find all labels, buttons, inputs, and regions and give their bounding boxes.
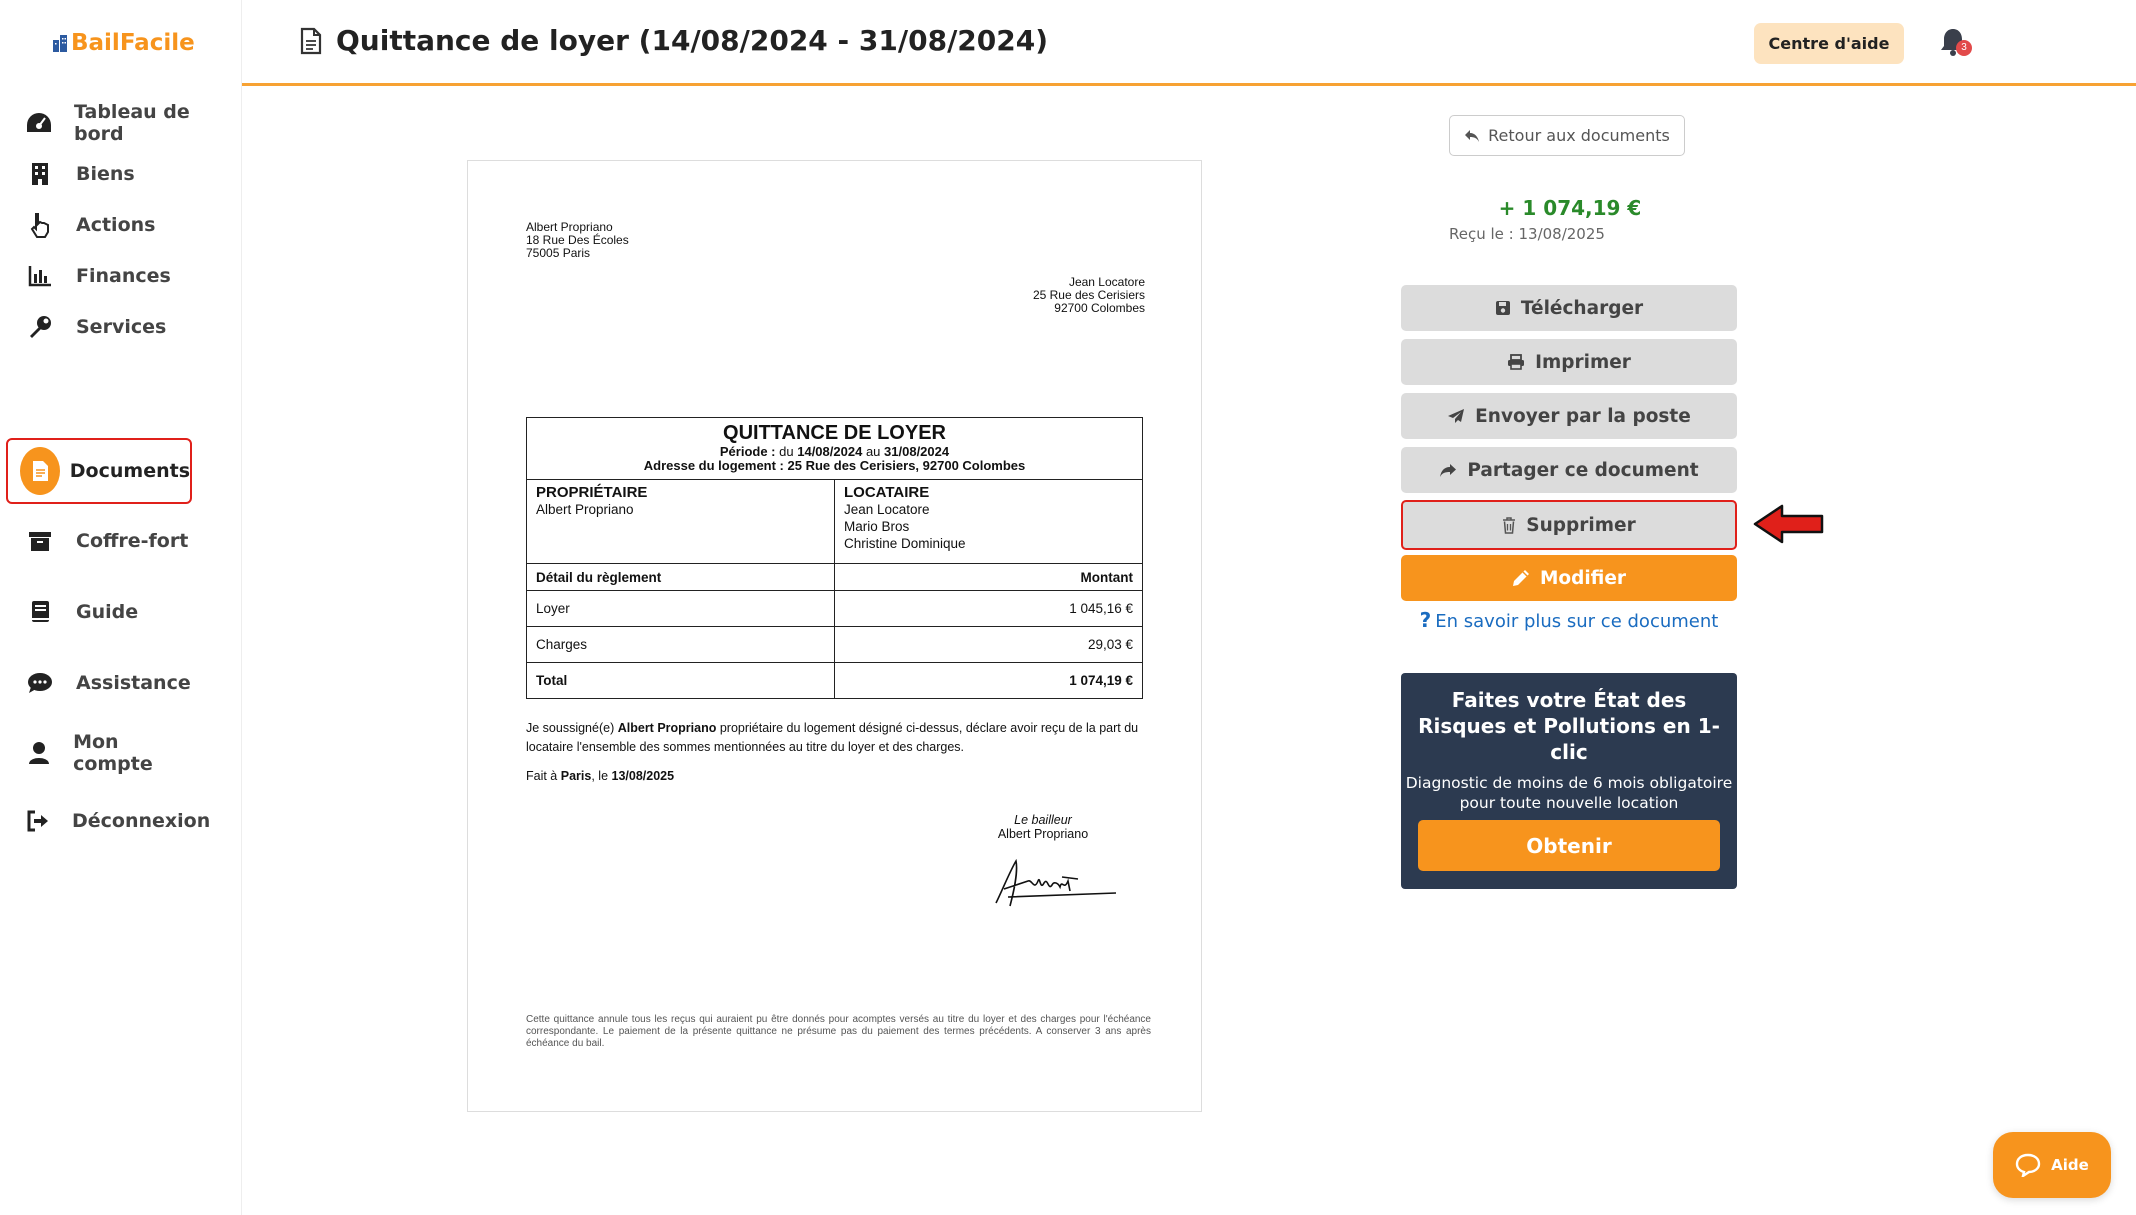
sender-address	[526, 221, 629, 260]
app-logo[interactable]	[52, 30, 195, 56]
back-to-documents-button[interactable]	[1449, 115, 1685, 156]
share-arrow-icon	[1439, 463, 1457, 478]
amount-header: Montant	[835, 564, 1143, 591]
sidebar	[0, 0, 242, 1215]
red-arrow-annotation-icon	[1752, 502, 1826, 546]
logout-icon	[26, 807, 50, 835]
share-label: Partager ce document	[1467, 459, 1699, 481]
dashboard-icon	[26, 109, 52, 137]
reply-arrow-icon	[1464, 129, 1480, 143]
row-amount: 1 045,16 €	[835, 591, 1143, 627]
sidebar-item-label: Finances	[76, 265, 171, 287]
print-button[interactable]	[1401, 339, 1737, 385]
download-button[interactable]	[1401, 285, 1737, 331]
document-icon	[300, 27, 322, 55]
receipt-title: QUITTANCE DE LOYER	[723, 422, 946, 444]
chat-bubble-icon	[26, 669, 54, 697]
page-title	[300, 24, 1048, 57]
user-icon	[26, 739, 51, 767]
document-icon	[20, 447, 60, 495]
sidebar-item-label: Guide	[76, 601, 139, 623]
signature-image	[988, 851, 1118, 911]
tenant-name: Mario Bros	[844, 519, 910, 534]
recipient-line: 25 Rue des Cerisiers	[1032, 288, 1145, 302]
recipient-address	[1033, 276, 1145, 315]
tenant-name: Christine Dominique	[844, 536, 966, 551]
send-by-mail-button[interactable]	[1401, 393, 1737, 439]
tenant-header: LOCATAIRE	[844, 484, 930, 501]
promo-card	[1401, 673, 1737, 889]
promo-text: Diagnostic de moins de 6 mois obligatoire pour toute nouvelle location	[1405, 774, 1733, 812]
back-label: Retour aux documents	[1488, 126, 1670, 145]
download-label: Télécharger	[1520, 297, 1644, 319]
trash-icon	[1502, 517, 1516, 534]
promo-title: Faites votre État des Risques et Pollutions en 1-clic	[1418, 688, 1720, 764]
share-document-button[interactable]	[1401, 447, 1737, 493]
sidebar-item-label: Services	[76, 316, 167, 338]
printer-icon	[1507, 354, 1525, 370]
save-icon	[1495, 300, 1511, 316]
sidebar-item-guide[interactable]	[6, 579, 191, 645]
receipt-period: Période : du 14/08/2024 au 31/08/2024	[719, 444, 950, 459]
receipt-statement: Je soussigné(e) Albert Propriano propriétaire du logement désigné ci-dessus, déclare avoir reçu de la part du locataire l'ensemble des sommes mentionnées au titre du loyer et des charges.	[526, 721, 1139, 754]
sidebar-item-services[interactable]	[6, 294, 191, 360]
bar-chart-icon	[26, 262, 54, 290]
notification-badge: 3	[1956, 40, 1972, 56]
learn-more-label: En savoir plus sur ce document	[1435, 611, 1719, 632]
sidebar-item-documents[interactable]	[6, 438, 192, 504]
sidebar-item-label: Biens	[76, 163, 135, 185]
sidebar-item-label: Déconnexion	[72, 810, 211, 832]
modify-label: Modifier	[1539, 567, 1627, 589]
tenant-name: Jean Locatore	[844, 502, 930, 517]
payment-amount: + 1 074,19 €	[1498, 196, 1642, 220]
receipt-address: Adresse du logement : 25 Rue des Cerisiers, 92700 Colombes	[643, 458, 1026, 473]
sidebar-item-label: Coffre-fort	[76, 530, 189, 552]
building-logo-icon	[52, 34, 68, 52]
table-row	[527, 591, 1143, 627]
pointer-hand-icon	[26, 211, 54, 239]
obtain-button[interactable]: Obtenir	[1418, 820, 1720, 871]
signature-role: Le bailleur	[1014, 813, 1072, 827]
paper-plane-icon	[1447, 408, 1465, 424]
app-name: BailFacile	[71, 30, 195, 56]
total-amount: 1 074,19 €	[835, 663, 1143, 699]
detail-header: Détail du règlement	[527, 564, 835, 591]
delete-label: Supprimer	[1526, 514, 1636, 536]
page-header	[242, 0, 2136, 86]
sidebar-item-label: Documents	[69, 460, 190, 482]
table-row	[527, 627, 1143, 663]
received-date: Reçu le : 13/08/2025	[1449, 225, 1605, 243]
signature-label	[983, 813, 1103, 841]
sidebar-item-deconnexion[interactable]	[6, 788, 211, 854]
row-label: Loyer	[527, 591, 835, 627]
recipient-line: Jean Locatore	[1068, 275, 1145, 289]
owner-cell	[527, 480, 835, 564]
sidebar-item-label: Assistance	[76, 672, 191, 694]
archive-box-icon	[26, 527, 54, 555]
sidebar-item-label: Mon compte	[73, 731, 153, 775]
sender-line: 75005 Paris	[526, 246, 591, 260]
wrench-icon	[26, 313, 54, 341]
modify-button[interactable]	[1401, 555, 1737, 601]
sender-line: Albert Propriano	[526, 220, 613, 234]
receipt-header-cell	[527, 418, 1143, 480]
sidebar-item-coffre-fort[interactable]	[6, 508, 191, 574]
tenant-cell	[835, 480, 1143, 564]
book-icon	[26, 598, 54, 626]
learn-more-link[interactable]	[1401, 608, 1737, 632]
table-row	[527, 564, 1143, 591]
mail-label: Envoyer par la poste	[1475, 405, 1691, 427]
receipt-table	[526, 417, 1143, 699]
aide-label: Aide	[2051, 1156, 2089, 1174]
row-label: Charges	[527, 627, 835, 663]
total-label: Total	[527, 663, 835, 699]
table-row	[527, 663, 1143, 699]
aide-chat-button[interactable]	[1993, 1132, 2111, 1198]
sidebar-item-mon-compte[interactable]	[6, 720, 191, 786]
sidebar-item-assistance[interactable]	[6, 650, 191, 716]
question-icon: ?	[1419, 608, 1432, 632]
delete-button[interactable]	[1401, 500, 1737, 550]
chat-icon	[2015, 1153, 2041, 1177]
receipt-place-date: Fait à Paris, le 13/08/2025	[526, 769, 675, 783]
help-center-button[interactable]: Centre d'aide	[1754, 23, 1904, 64]
signature-name: Albert Propriano	[997, 827, 1089, 841]
recipient-line: 92700 Colombes	[1054, 301, 1145, 315]
receipt-footnote: Cette quittance annule tous les reçus qui auraient pu être donnés pour acomptes versés au titre du loyer et des charges pour l'échéance correspondante. Le paiement de la présente quittance ne présume pas du paiement des termes précédents. A conserver 3 ans après échéance du bail.	[526, 1014, 1151, 1049]
pencil-icon	[1512, 569, 1530, 587]
sidebar-item-label: Actions	[76, 214, 156, 236]
sidebar-item-label: Tableau de bord	[74, 101, 190, 145]
sender-line: 18 Rue Des Écoles	[526, 233, 629, 247]
row-amount: 29,03 €	[835, 627, 1143, 663]
owner-name: Albert Propriano	[536, 502, 634, 517]
page-title-text: Quittance de loyer (14/08/2024 - 31/08/2024)	[336, 24, 1049, 57]
print-label: Imprimer	[1535, 351, 1631, 373]
document-preview	[467, 160, 1202, 1112]
building-icon	[26, 160, 54, 188]
owner-header: PROPRIÉTAIRE	[536, 484, 648, 501]
